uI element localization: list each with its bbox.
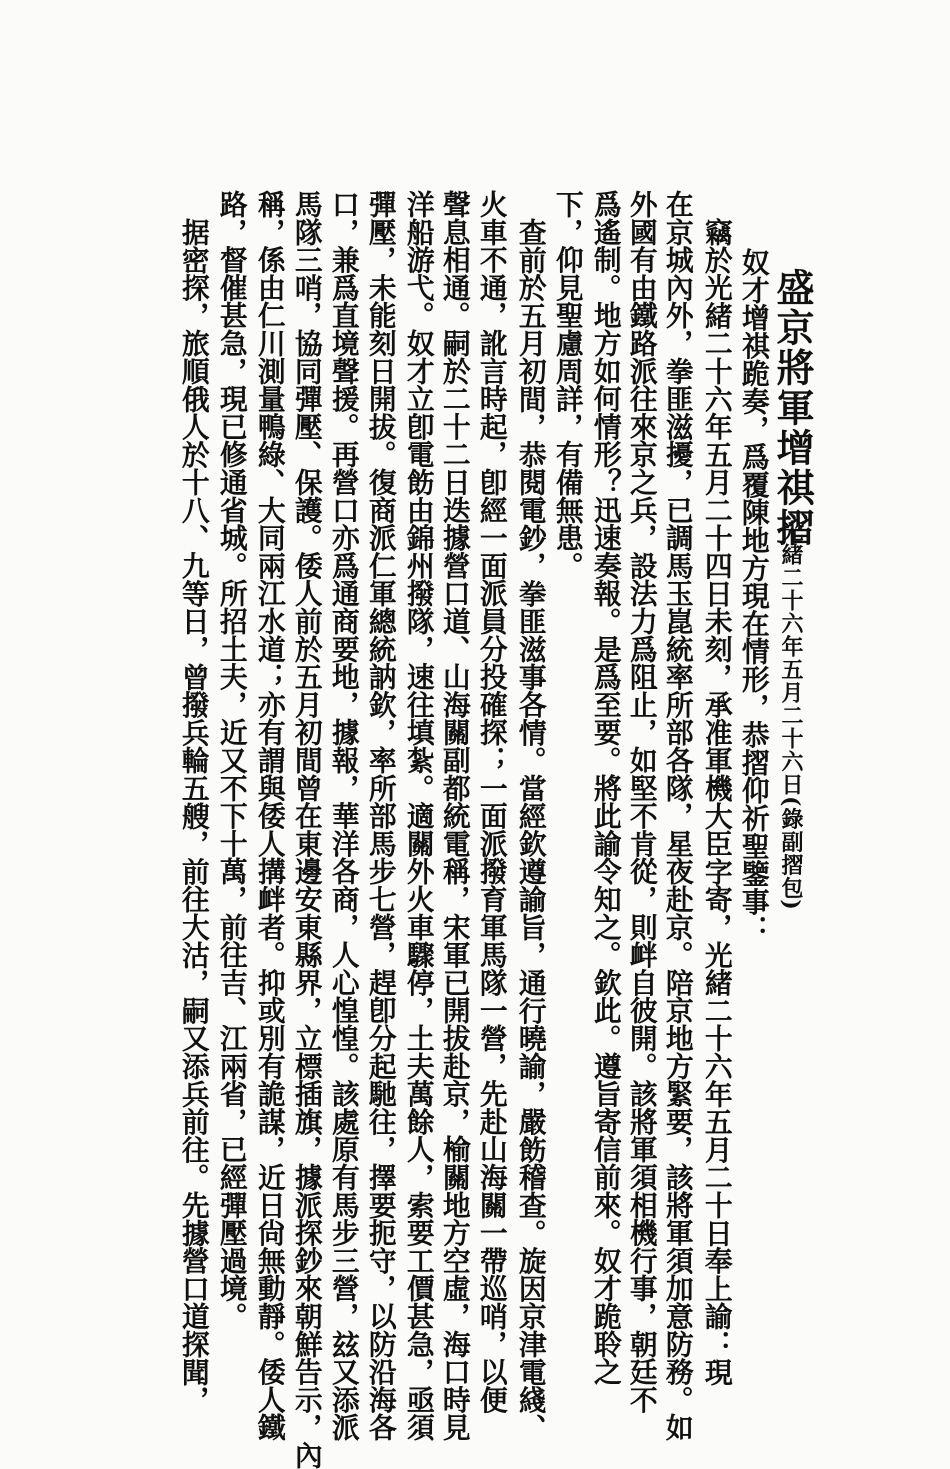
text-line: 下，仰見聖慮周詳，有備無患。: [550, 190, 584, 580]
date-note: 光緒二十六年五月二十六日(錄副摺包): [778, 520, 804, 911]
text-line: 稱，係由仁川測量鴨綠、大同兩江水道；亦有謂與倭人搆衅者。抑或別有詭謀，近日尙無動靜。倭人鐵: [252, 190, 286, 1441]
text-line: 馬隊三哨，協同彈壓、保護。倭人前於五月初間曾在東邊安東縣界，立標插旗，據派探鈔來朝鮮告示，內: [289, 190, 323, 1469]
text-line: 聲息相通。嗣於二十二日迭據營口道、山海關副都統電稱，宋軍已開拔赴京，榆關地方空虛，海口時見: [437, 190, 471, 1441]
document-title: 盛京將軍增祺摺: [770, 268, 815, 548]
text-line: 竊於光緒二十六年五月二十四日未刻，承准軍機大臣字寄，光緒二十六年五月二十日奉上諭：現: [699, 218, 733, 1386]
text-line: 奴才增祺跪奏，爲覆陳地方現在情形，恭摺仰祈聖鑒事：: [736, 248, 770, 943]
text-line: 爲遙制。地方如何情形？迅速奏報。是爲至要。將此諭令知之。欽此。遵旨寄信前來。奴才跪聆之: [588, 190, 622, 1386]
text-line: 在京城內外，拳匪滋擾，已調馬玉崑統率所部各隊，星夜赴京。陪京地方緊要，該將軍須加意防務。如: [660, 190, 694, 1441]
text-line: 口，兼爲直境聲援。再營口亦爲通商要地，據報，華洋各商，人心惶惶。該處原有馬步三營，玆又添派: [326, 190, 360, 1441]
text-line: 路，督催甚急，現已修通省城。所招土夫，近又不下十萬，前往吉、江兩省，已經彈壓過境。: [214, 190, 248, 1330]
text-line: 查前於五月初間，恭閱電鈔，拳匪滋事各情。當經欽遵諭旨，通行曉諭，嚴飭稽查。旋因京津電綫、: [513, 218, 547, 1442]
text-line: 彈壓，未能刻日開拔。復商派仁軍總統訥欽，率所部馬步七營，趕卽分起馳往，擇要扼守，以防沿海各: [363, 190, 397, 1441]
text-line: 外國有由鐵路派往來京之兵，設法力爲阻止，如堅不肯從，則衅自彼開。該將軍須相機行事，朝廷不: [624, 190, 658, 1414]
text-line: 据密探，旅順俄人於十八、九等日，曾撥兵輪五艘，前往大沽，嗣又添兵前往。先據營口道探聞，: [176, 218, 210, 1414]
text-line: 火車不通，訛言時起，卽經一面派員分投確探；一面派撥育軍馬隊一營，先赴山海關一帶巡哨，以便: [474, 190, 508, 1414]
text-line: 洋船游弋。奴才立卽電飭由錦州撥隊，速往填紮。適關外火車驟停，土夫萬餘人，索要工價甚急，亟須: [401, 190, 435, 1441]
